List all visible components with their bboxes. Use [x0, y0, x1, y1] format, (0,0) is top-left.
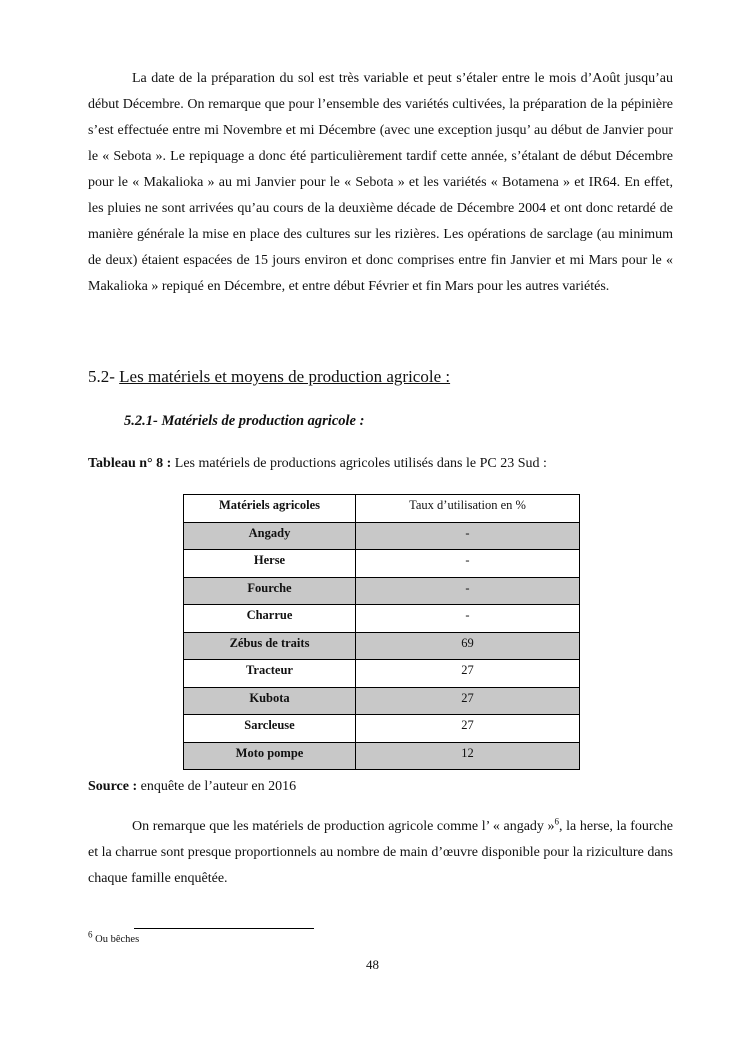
paragraph-text: , la herse, la fourche et la charrue sont presque proportionnels au nombre de main d’œuvre disponible pour la riziculture dans chaque famille enquêtée.: [88, 819, 673, 886]
usage-rate: -: [356, 522, 580, 550]
table-row: [184, 577, 580, 605]
material-name: Herse: [184, 550, 356, 578]
material-name: Tracteur: [184, 660, 356, 688]
usage-rate: -: [356, 577, 580, 605]
table-row: [184, 715, 580, 743]
material-name: Zébus de traits: [184, 632, 356, 660]
table-row: [184, 660, 580, 688]
header-materials: Matériels agricoles: [184, 495, 356, 523]
paragraph-soil-preparation: La date de la préparation du sol est très variable et peut s’étaler entre le mois d’Août jusqu’au début Décembre. On remarque que pour l’ensemble des variétés cultivées, la préparation de la pépinière s’est effectuée entre mi Novembre et mi Décembre (avec une exception jusqu’ au début de Janvier pour le « Sebota ». Le repiquage a donc été particulièrement tardif cette année, s’étalant de début Décembre pour le « Makalioka » au mi Janvier pour le « Sebota » et les variétés « Botamena » et IR64. En effet, les pluies ne sont arrivées qu’au cours de la deuxième décade de Décembre 2004 et ont donc retardé de manière générale la mise en place des cultures sur les rizières. Les opérations de sarclage (au minimum de deux) étaient espacées de 15 jours environ et donc comprises entre fin Janvier et mi Mars pour le « Makalioka » repiqué en Décembre, et entre début Février et fin Mars pour les autres variétés.: [88, 71, 673, 294]
material-name: Moto pompe: [184, 742, 356, 770]
section-title: Les matériels et moyens de production agricole :: [119, 367, 451, 386]
material-name: Angady: [184, 522, 356, 550]
section-heading: [88, 367, 450, 387]
material-name: Fourche: [184, 577, 356, 605]
paragraph-text: On remarque que les matériels de production agricole comme l’ « angady »: [132, 819, 555, 834]
usage-rate: 27: [356, 687, 580, 715]
footnote-text: Ou bêches: [92, 934, 140, 945]
usage-rate: -: [356, 550, 580, 578]
table-caption-text: Les matériels de productions agricoles utilisés dans le PC 23 Sud :: [171, 456, 547, 471]
usage-rate: 27: [356, 715, 580, 743]
table-row: [184, 632, 580, 660]
footnote: [88, 929, 140, 945]
table-row: [184, 605, 580, 633]
table-caption: [88, 456, 547, 472]
subsection-heading: 5.2.1- Matériels de production agricole :: [124, 413, 365, 429]
table-caption-label: Tableau n° 8 :: [88, 456, 172, 471]
paragraph-materials-analysis: [88, 814, 673, 892]
material-name: Kubota: [184, 687, 356, 715]
usage-rate: -: [356, 605, 580, 633]
header-usage-rate: Taux d’utilisation en %: [356, 495, 580, 523]
table-row: [184, 550, 580, 578]
page-number: 48: [366, 957, 379, 972]
source-label: Source :: [88, 779, 138, 794]
table-row: [184, 522, 580, 550]
section-number: 5.2-: [88, 367, 115, 386]
table-row: [184, 687, 580, 715]
usage-rate: 12: [356, 742, 580, 770]
materials-table: [183, 494, 580, 770]
material-name: Sarcleuse: [184, 715, 356, 743]
footnote-number: 6: [88, 929, 93, 940]
table-header-row: [184, 495, 580, 523]
table-source: [88, 779, 296, 795]
material-name: Charrue: [184, 605, 356, 633]
footnote-ref[interactable]: 6: [554, 816, 560, 827]
usage-rate: 69: [356, 632, 580, 660]
table-row: [184, 742, 580, 770]
source-text: enquête de l’auteur en 2016: [137, 779, 297, 794]
usage-rate: 27: [356, 660, 580, 688]
footnote-separator: [134, 928, 314, 929]
